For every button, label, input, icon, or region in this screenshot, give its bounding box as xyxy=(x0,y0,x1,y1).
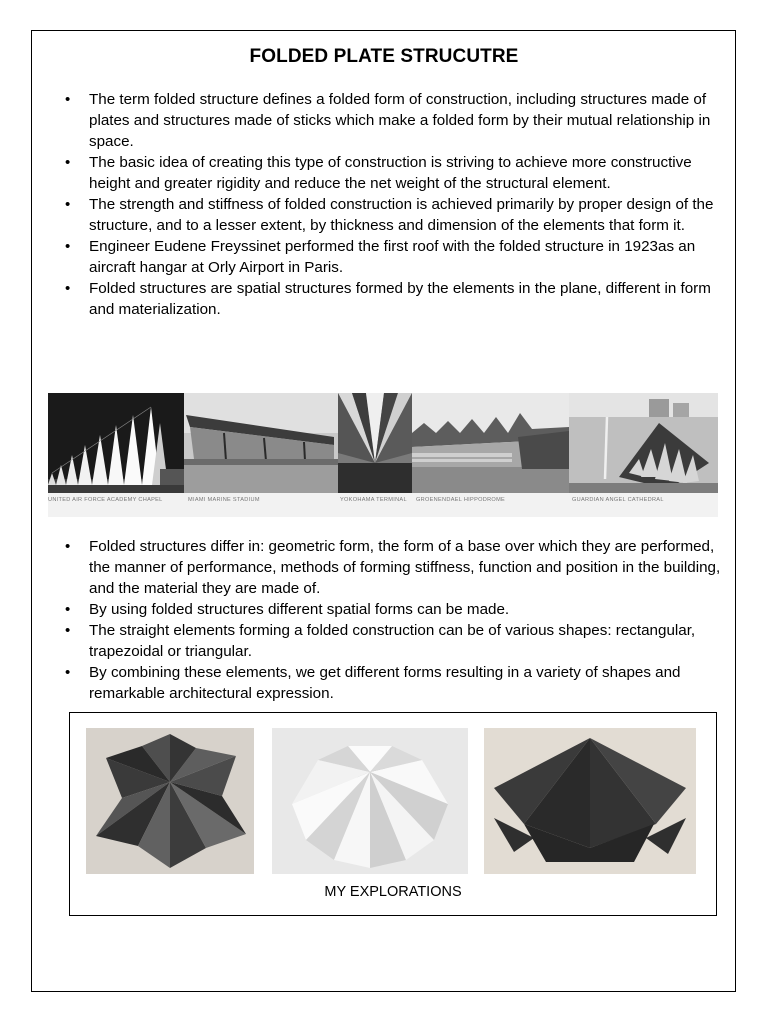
bullet-item: • Folded structures are spatial structures formed by the elements in the plane, different in form and materialization. xyxy=(58,278,730,320)
bullet-item: • The strength and stiffness of folded construction is achieved primarily by proper design of the structure, and to a lesser extent, by thickness and dimension of the elements that form it. xyxy=(58,194,730,236)
photo-groenendael-hippodrome xyxy=(412,393,569,493)
photo-caption: GROENENDAEL HIPPODROME xyxy=(416,497,506,503)
page-title: FOLDED PLATE STRUCUTRE xyxy=(249,46,519,67)
photo-caption: YOKOHAMA TERMINAL xyxy=(340,497,407,503)
photo-caption: GUARDIAN ANGEL CATHEDRAL xyxy=(572,497,664,503)
building-photo-strip xyxy=(48,393,718,517)
bullet-item: • Engineer Eudene Freyssinet performed the first roof with the folded structure in 1923as an aircraft hangar at Orly Airport in Paris. xyxy=(58,236,730,278)
photo-black-fold-model xyxy=(484,728,696,874)
photo-caption: UNITED AIR FORCE ACADEMY CHAPEL xyxy=(48,497,163,503)
photo-air-force-academy-chapel xyxy=(48,393,184,493)
photo-white-fold-model xyxy=(272,728,468,874)
photo-yokohama-terminal xyxy=(338,393,412,493)
explorations-caption: MY EXPLORATIONS xyxy=(324,884,462,900)
photo-guardian-angel-cathedral xyxy=(569,393,718,493)
bullet-item: • The term folded structure defines a folded form of construction, including structures made of plates and structures made of sticks which make a folded form by their mutual relationship in space. xyxy=(58,89,730,152)
photo-caption: MIAMI MARINE STADIUM xyxy=(188,497,260,503)
bullet-item: • By using folded structures different spatial forms can be made. xyxy=(58,599,730,620)
bullet-item: • Folded structures differ in: geometric form, the form of a base over which they are performed, the manner of performance, methods of forming stiffness, function and position in the building, and the material they are made of. xyxy=(58,536,730,599)
explorations-box xyxy=(69,712,717,916)
bullet-item: • By combining these elements, we get different forms resulting in a variety of shapes and remarkable architectural expression. xyxy=(58,662,730,704)
bullet-item: • The basic idea of creating this type of construction is striving to achieve more constructive height and greater rigidity and reduce the net weight of the structural element. xyxy=(58,152,730,194)
detail-bullet-list xyxy=(58,536,730,704)
intro-bullet-list xyxy=(58,89,730,320)
photo-dark-fold-model xyxy=(86,728,254,874)
photo-miami-marine-stadium xyxy=(184,393,338,493)
bullet-item: • The straight elements forming a folded construction can be of various shapes: rectangular, trapezoidal or triangular. xyxy=(58,620,730,662)
